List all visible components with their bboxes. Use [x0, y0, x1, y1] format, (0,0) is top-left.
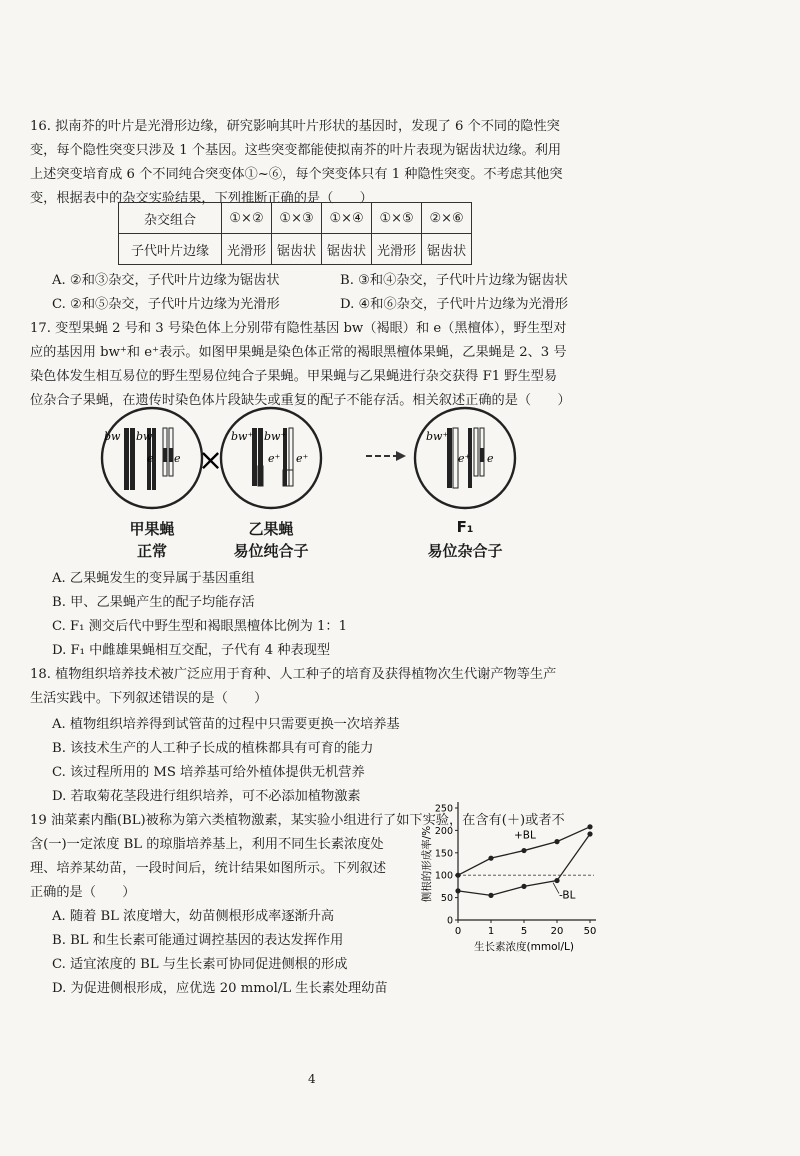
- cross-symbol: ×: [198, 443, 224, 478]
- x-tick-label: 0: [454, 926, 462, 937]
- legend-minus-bl: -BL: [559, 889, 576, 902]
- table-cell: 锯齿状: [272, 234, 322, 265]
- q16-line-4: 变，根据表中的杂交实验结果，下列推断正确的是（ ）: [30, 191, 373, 206]
- table-cell: ①×②: [222, 203, 272, 234]
- table-cell: 锯齿状: [322, 234, 372, 265]
- jia-fly-label: 甲果蝇: [129, 520, 175, 538]
- data-point: [455, 873, 460, 878]
- q18-option-a[interactable]: A. 植物组织培养得到试管苗的过程中只需要更换一次培养基: [52, 717, 400, 732]
- q17-line-4: 位杂合子果蝇，在遗传时染色体片段缺失或重复的配子不能存活。相关叙述正确的是（ ）: [30, 393, 571, 408]
- chromosome-diagram: [0, 400, 800, 520]
- q17-option-d[interactable]: D. F₁ 中雌雄果蝇相互交配，子代有 4 种表现型: [52, 643, 331, 658]
- y-axis-label: 侧根的形成率/%: [421, 825, 433, 903]
- q18-option-d[interactable]: D. 若取菊花茎段进行组织培养，可不必添加植物激素: [52, 789, 361, 804]
- q19-line-4: 正确的是（ ）: [30, 885, 136, 900]
- data-point: [521, 884, 526, 889]
- f1-gene-e: e: [487, 452, 494, 465]
- data-point: [521, 848, 526, 853]
- f1-label: F₁: [456, 518, 474, 536]
- yi-gene-bw-plus-left: bw⁺: [231, 430, 254, 443]
- yi-gene-e-plus-right: e⁺: [296, 452, 309, 465]
- cross-result-table: [118, 202, 472, 265]
- q16-line-1: 16. 拟南芥的叶片是光滑形边缘，研究影响其叶片形状的基因时，发现了 6 个不同的隐性突: [30, 119, 560, 134]
- y-tick-label: 50: [440, 893, 453, 905]
- q18-option-c[interactable]: C. 该过程所用的 MS 培养基可给外植体提供无机营养: [52, 765, 365, 780]
- data-point: [554, 839, 559, 844]
- f1-sublabel: 易位杂合子: [427, 542, 503, 560]
- table-row: [119, 234, 472, 265]
- q16-option-a[interactable]: A. ②和③杂交，子代叶片边缘为锯齿状: [52, 273, 280, 288]
- table-cell: ①×⑤: [372, 203, 422, 234]
- x-tick-label: 5: [520, 926, 528, 937]
- x-tick-label: 50: [583, 926, 597, 937]
- x-tick-label: 20: [550, 926, 564, 937]
- table-cell: ②×⑥: [422, 203, 472, 234]
- table-header-row: [119, 203, 472, 234]
- jia-gene-bw-right: bw: [136, 430, 153, 443]
- q17-line-1: 17. 变型果蝇 2 号和 3 号染色体上分别带有隐性基因 bw（褐眼）和 e（黑檀体），野生型对: [30, 321, 567, 336]
- page-number: 4: [308, 1072, 316, 1086]
- q17-option-b[interactable]: B. 甲、乙果蝇产生的配子均能存活: [52, 595, 255, 610]
- legend-plus-bl: +BL: [514, 829, 536, 842]
- y-tick-label: 100: [434, 870, 453, 882]
- table-cell: ①×③: [272, 203, 322, 234]
- q16-line-2: 变，每个隐性突变只涉及 1 个基因。这些突变都能使拟南芥的叶片表现为锯齿状边缘。利用: [30, 143, 562, 158]
- yi-gene-e-plus-left: e⁺: [268, 452, 281, 465]
- jia-fly-sublabel: 正常: [136, 542, 167, 560]
- q17-option-a[interactable]: A. 乙果蝇发生的变异属于基因重组: [52, 571, 255, 586]
- table-cell: 光滑形: [222, 234, 272, 265]
- q19-line-2: 含(一)一定浓度 BL 的琼脂培养基上，利用不同生长素浓度处: [30, 837, 384, 852]
- y-tick-label: 150: [434, 848, 453, 860]
- q19-line-3: 理、培养某幼苗，一段时间后，统计结果如图所示。下列叙述: [30, 861, 387, 876]
- q18-line-1: 18. 植物组织培养技术被广泛应用于育种、人工种子的培育及获得植物次生代谢产物等生产: [30, 667, 557, 682]
- table-cell: 光滑形: [372, 234, 422, 265]
- data-point: [587, 831, 592, 836]
- data-point: [554, 878, 559, 883]
- q18-option-b[interactable]: B. 该技术生产的人工种子长成的植株都具有可育的能力: [52, 741, 374, 756]
- table-cell: ①×④: [322, 203, 372, 234]
- x-tick-label: 1: [487, 926, 495, 937]
- q19-option-b[interactable]: B. BL 和生长素可能通过调控基因的表达发挥作用: [52, 933, 344, 948]
- q16-option-b[interactable]: B. ③和④杂交，子代叶片边缘为锯齿状: [340, 273, 568, 288]
- y-tick-label: 200: [434, 825, 453, 837]
- q16-line-3: 上述突变培育成 6 个不同纯合突变体①~⑥，每个突变体只有 1 种隐性突变。不考虑其他突: [30, 167, 563, 182]
- q19-option-d[interactable]: D. 为促进侧根形成，应优选 20 mmol/L 生长素处理幼苗: [52, 981, 388, 996]
- q18-line-2: 生活实践中。下列叙述错误的是（ ）: [30, 691, 268, 706]
- q16-option-c[interactable]: C. ②和⑤杂交，子代叶片边缘为光滑形: [52, 297, 280, 312]
- f1-gene-e-plus: e⁺: [458, 452, 471, 465]
- data-point: [488, 893, 493, 898]
- table-cell: 锯齿状: [422, 234, 472, 265]
- arrow-right-icon: [366, 451, 406, 461]
- y-tick-label: 250: [434, 803, 453, 815]
- jia-gene-bw-left: bw: [104, 430, 121, 443]
- yi-gene-bw-plus-right: bw⁺: [264, 430, 287, 443]
- jia-gene-e-left: e: [147, 452, 154, 465]
- table-cell: 子代叶片边缘: [119, 234, 222, 265]
- q19-option-c[interactable]: C. 适宜浓度的 BL 与生长素可协同促进侧根的形成: [52, 957, 348, 972]
- q16-option-d[interactable]: D. ④和⑥杂交，子代叶片边缘为光滑形: [340, 297, 569, 312]
- data-point: [455, 888, 460, 893]
- jia-gene-e-right: e: [174, 452, 181, 465]
- q17-option-c[interactable]: C. F₁ 测交后代中野生型和褐眼黑檀体比例为 1：1: [52, 619, 347, 634]
- yi-fly-sublabel: 易位纯合子: [233, 542, 309, 560]
- data-point: [488, 856, 493, 861]
- f1-gene-bw-plus: bw⁺: [426, 430, 449, 443]
- table-cell: 杂交组合: [119, 203, 222, 234]
- q17-line-2: 应的基因用 bw⁺和 e⁺表示。如图甲果蝇是染色体正常的褐眼黑檀体果蝇，乙果蝇是 2、3 号: [30, 345, 567, 360]
- q19-option-a[interactable]: A. 随着 BL 浓度增大，幼苗侧根形成率逐渐升高: [52, 909, 335, 924]
- y-tick-label: 0: [446, 915, 453, 927]
- x-axis-label: 生长素浓度(mmol/L): [474, 941, 574, 953]
- yi-fly-label: 乙果蝇: [248, 520, 294, 538]
- data-point: [587, 824, 592, 829]
- q17-line-3: 染色体发生相互易位的野生型易位纯合子果蝇。甲果蝇与乙果蝇进行杂交获得 F1 野生型易: [30, 369, 558, 384]
- bl-auxin-chart: [410, 796, 610, 956]
- q19-line-1: 19 油菜素内酯(BL)被称为第六类植物激素，某实验小组进行了如下实验，在含有(＋)或者不: [30, 813, 565, 828]
